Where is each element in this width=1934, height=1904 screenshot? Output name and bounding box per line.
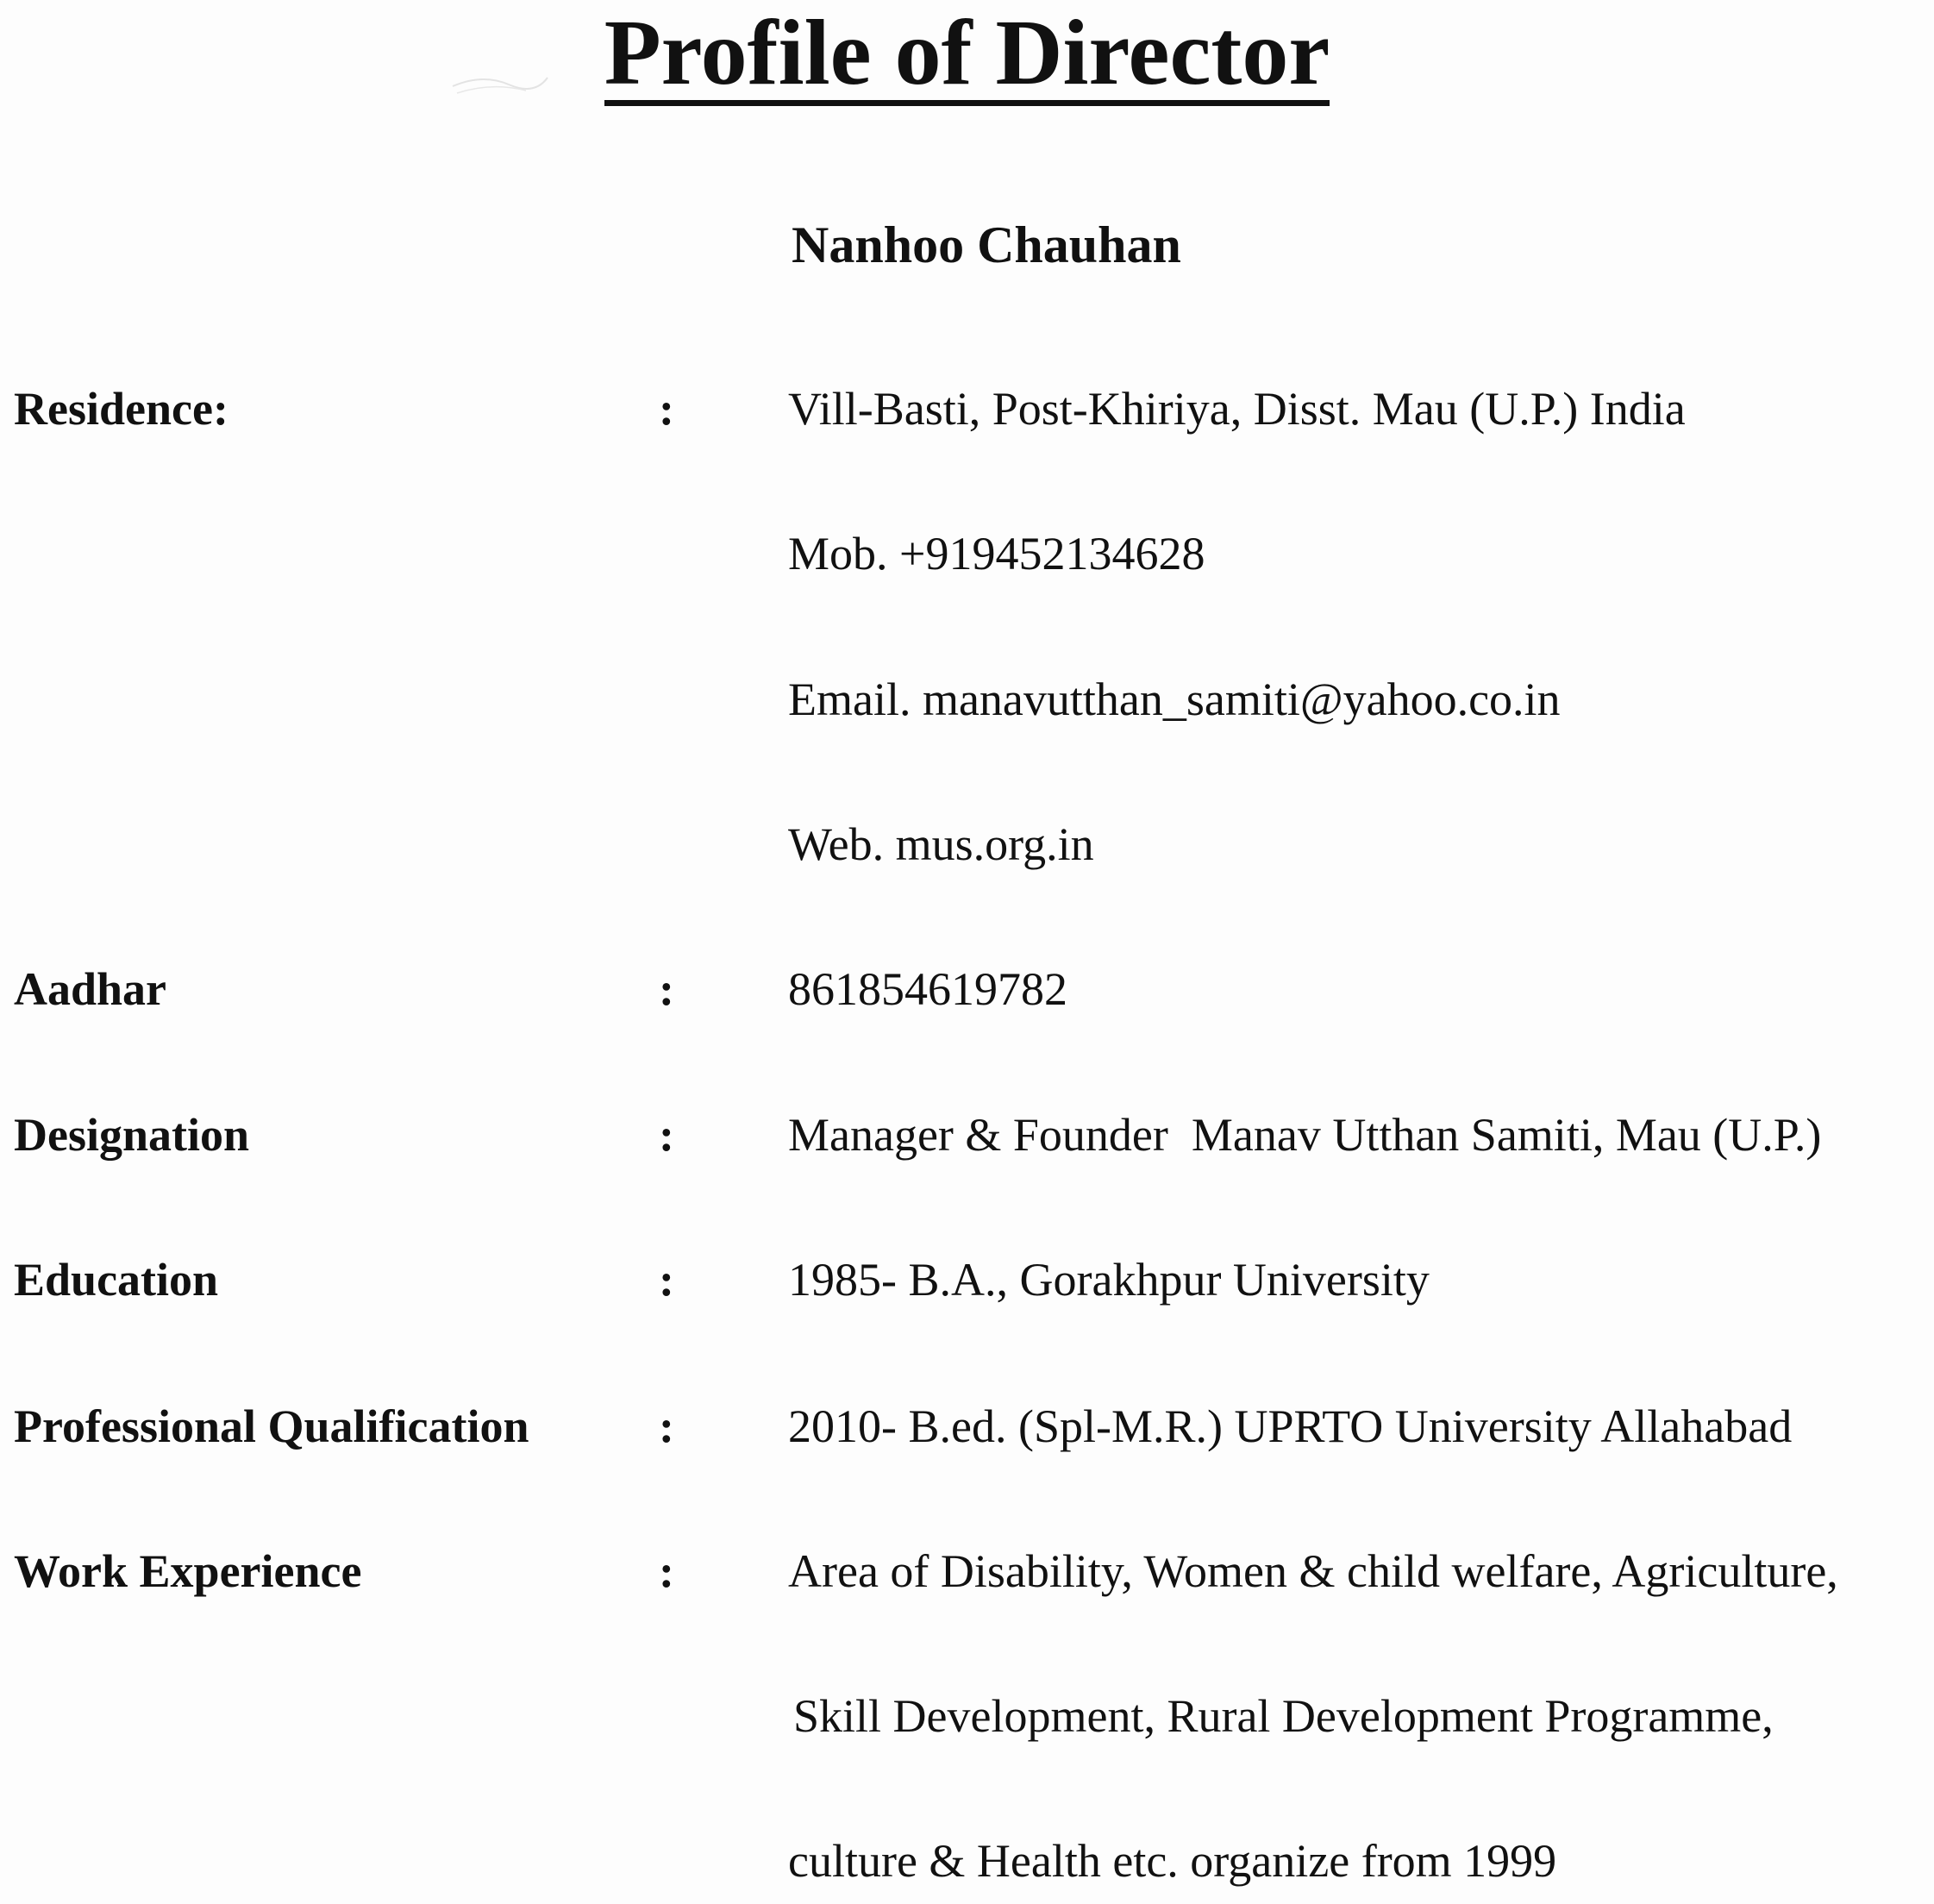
aadhar-separator: : — [659, 963, 674, 1015]
education-separator: : — [659, 1254, 674, 1306]
designation-label: Designation — [14, 1109, 250, 1161]
work-experience-label: Work Experience — [14, 1545, 362, 1597]
designation-separator: : — [659, 1109, 674, 1161]
aadhar-value: 861854619782 — [788, 963, 1067, 1015]
education-row — [0, 1245, 1934, 1314]
designation-row — [0, 1100, 1934, 1169]
professional-qualification-label: Professional Qualification — [14, 1400, 529, 1452]
work-experience-line-2: Skill Development, Rural Development Programme, — [793, 1690, 1774, 1742]
work-experience-row-3 — [0, 1826, 1934, 1895]
work-experience-line-1: Area of Disability, Women & child welfare, Agriculture, — [788, 1545, 1838, 1597]
director-name: Nanhoo Chauhan — [792, 216, 1181, 273]
residence-separator: : — [659, 383, 674, 435]
residence-label: Residence: — [14, 383, 228, 435]
page-title — [0, 2, 1934, 106]
aadhar-row — [0, 955, 1934, 1024]
residence-web-row — [0, 810, 1934, 879]
residence-address: Vill-Basti, Post-Khiriya, Disst. Mau (U.P.) India — [788, 383, 1686, 435]
residence-web: Web. mus.org.in — [788, 818, 1094, 870]
work-experience-separator: : — [659, 1545, 674, 1597]
professional-qualification-row — [0, 1392, 1934, 1461]
work-experience-row-2 — [0, 1682, 1934, 1751]
residence-mobile-row — [0, 519, 1934, 588]
page-title-text: Profile of Director — [604, 2, 1330, 104]
residence-email: Email. manavutthan_samiti@yahoo.co.in — [788, 673, 1561, 725]
education-value: 1985- B.A., Gorakhpur University — [788, 1254, 1430, 1306]
residence-mobile: Mob. +919452134628 — [788, 528, 1205, 579]
aadhar-label: Aadhar — [14, 963, 167, 1015]
work-experience-line-3: culture & Health etc. organize from 1999 — [788, 1835, 1557, 1887]
residence-row — [0, 374, 1934, 443]
education-label: Education — [14, 1254, 219, 1306]
professional-qualification-separator: : — [659, 1400, 674, 1452]
professional-qualification-value: 2010- B.ed. (Spl-M.R.) UPRTO University Allahabad — [788, 1400, 1793, 1452]
residence-email-row — [0, 665, 1934, 734]
work-experience-row — [0, 1537, 1934, 1606]
designation-value: Manager & Founder Manav Utthan Samiti, Mau (U.P.) — [788, 1109, 1822, 1161]
